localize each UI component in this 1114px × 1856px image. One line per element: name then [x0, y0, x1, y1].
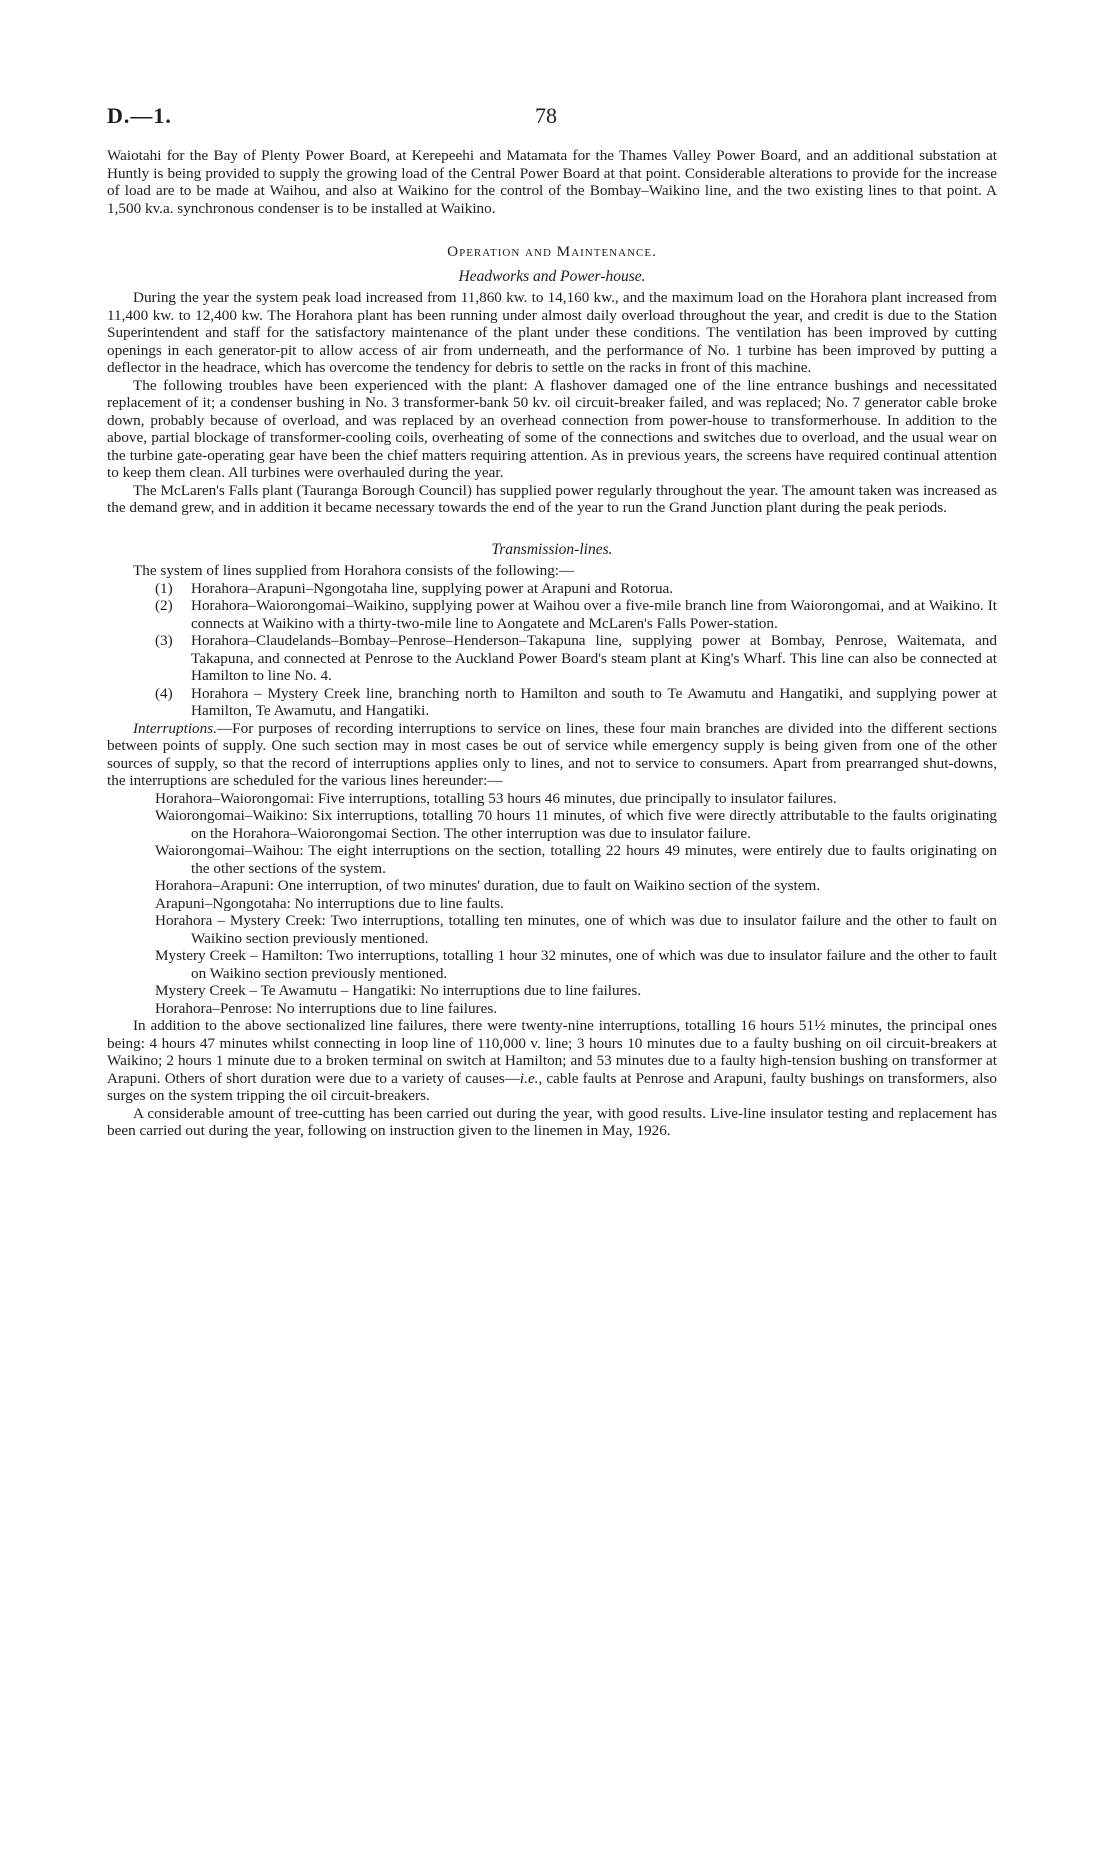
paragraph-interruptions — [107, 720, 997, 790]
line-list-item — [107, 632, 997, 685]
section-record: Horahora–Penrose: No interruptions due to line failures. — [155, 999, 498, 1017]
list-item-number: (4) — [155, 684, 173, 702]
document-reference: D.—1. — [107, 103, 172, 128]
line-list-item — [107, 580, 997, 598]
page-number: 78 — [535, 103, 557, 128]
list-item-number: (2) — [155, 597, 173, 614]
section-heading-operation: Operation and Maintenance. — [447, 243, 657, 260]
document-body — [107, 147, 997, 1140]
section-record: Horahora – Mystery Creek: Two interruptions, totalling ten minutes, one of which was due to insulator failure and the other to fault on Waikino section previously mentioned. — [155, 912, 997, 947]
section-record: Horahora–Waiorongomai: Five interruptions, totalling 53 hours 46 minutes, due principally to insulator failures. — [155, 789, 837, 807]
paragraph-peak-load: During the year the system peak load increased from 11,860 kw. to 14,160 kw., and the maximum load on the Horahora plant increased from 11,400 kw. to 12,400 kw. The Horahora plant has been running under almost daily overload throughout the year, and credit is due to the Station Superintendent and staff for the satisfactory maintenance of the plant under these conditions. The ventilation has been improved by cutting openings in each generator-pit to allow access of air from underneath, and the performance of No. 1 turbine has been improved by putting a deflector in the headrace, which has overcome the tendency for debris to settle on the racks in front of this machine. — [107, 289, 997, 376]
list-item-text: Horahora–Waiorongomai–Waikino, supplying power at Waihou over a five-mile branch line from Waiorongomai, and at Waikino. It connects at Waikino with a thirty-two-mile line to Aongatete and McLaren's Falls Power-station. — [191, 597, 997, 632]
paragraph-troubles: The following troubles have been experienced with the plant: A flashover damaged one of the line entrance bushings and necessitated replacement of it; a condenser bushing in No. 3 transformer-bank 50 kv. oil circuit-breaker failed, and was replaced; No. 7 generator cable broke down, probably because of overload, and was replaced by an overhead connection from power-house to transformerhouse. In addition to the above, partial blockage of transformer-cooling coils, overheating of some of the connections and switches due to overload, and the usual wear on the turbine gate-operating gear have been the chief matters requiring attention. As in previous years, the screens have required continual attention to keep them clean. All turbines were overhauled during the year. — [107, 376, 997, 481]
paragraph-tree-cutting: A considerable amount of tree-cutting has been carried out during the year, with good results. Live-line insulator testing and replacement has been carried out during the year, following on instruction given to the linemen in May, 1926. — [107, 1104, 997, 1139]
subheading-headworks: Headworks and Power-house. — [458, 267, 646, 285]
list-item-number: (1) — [155, 579, 173, 597]
additional-text-1: In addition to the above sectionalized line failures, there were twenty-nine interruptions, totalling 16 hours 51½ minutes, the principal ones being: 4 hours 47 minutes whilst connecting in loop line of 110,000 v. line; 3 hours 10 minutes due to a faulty bushing on oil circuit-breakers at Waikino; 2 hours 1 minute due to a broken terminal on switch at Hamilton; and 53 minutes due to a faulty high-tension bushing on transformer at Arapuni. Others of short duration were due to a variety of causes— — [107, 1017, 997, 1087]
paragraph-additional-interruptions — [107, 1017, 997, 1105]
interruptions-label: Interruptions. — [133, 719, 217, 737]
line-list-item — [107, 597, 997, 632]
section-record: Arapuni–Ngongotaha: No interruptions due to line faults. — [155, 894, 504, 912]
paragraph-lines-lead: The system of lines supplied from Horahora consists of the following:— — [133, 562, 575, 579]
section-record: Waiorongomai–Waihou: The eight interruptions on the section, totalling 22 hours 49 minutes, were entirely due to faults originating on the other sections of the system. — [155, 842, 997, 877]
line-list-item — [107, 685, 997, 720]
additional-text-2: , cable faults at Penrose and Arapuni, faulty bushings on transformers, also surges on the system tripping the oil circuit-breakers. — [107, 1069, 997, 1104]
list-item-number: (3) — [155, 632, 173, 649]
intro-paragraph: Waiotahi for the Bay of Plenty Power Board, at Kerepeehi and Matamata for the Thames Valley Power Board, and an additional substation at Huntly is being provided to supply the growing load of the Central Power Board at that point. Considerable alterations to provide for the increase of load are to be made at Waihou, and also at Waikino for the control of the Bombay–Waikino line, and the two existing lines to that point. A 1,500 kv.a. synchronous condenser is to be installed at Waikino. — [107, 147, 997, 217]
ie-abbreviation: i.e. — [519, 1069, 539, 1087]
section-record: Horahora–Arapuni: One interruption, of two minutes' duration, due to fault on Waikino section of the system. — [155, 877, 821, 894]
interruptions-text: —For purposes of recording interruptions to service on lines, these four main branches are divided into the different sections between points of supply. One such section may in most cases be out of service while emergency supply is being given from one of the other sources of supply, so that the record of interruptions applies only to lines, and not to service to consumers. Apart from prearranged shut-downs, the interruptions are scheduled for the various lines hereunder:— — [107, 719, 997, 789]
paragraph-mclarens-falls: The McLaren's Falls plant (Tauranga Borough Council) has supplied power regularly throughout the year. The amount taken was increased as the demand grew, and in addition it became necessary towards the end of the year to run the Grand Junction plant during the peak periods. — [107, 481, 997, 516]
list-item-text: Horahora–Claudelands–Bombay–Penrose–Henderson–Takapuna line, supplying power at Bombay, Penrose, Waitemata, and Takapuna, and connected at Penrose to the Auckland Power Board's steam plant at King's Wharf. This line can also be connected at Hamilton to line No. 4. — [191, 632, 997, 684]
list-item-text: Horahora–Arapuni–Ngongotaha line, supplying power at Arapuni and Rotorua. — [191, 579, 674, 597]
section-record: Waiorongomai–Waikino: Six interruptions, totalling 70 hours 11 minutes, of which five were directly attributable to the faults originating on the Horahora–Waiorongomai Section. The other interruption was due to insulator failure. — [155, 807, 997, 842]
section-record: Mystery Creek – Te Awamutu – Hangatiki: No interruptions due to line failures. — [155, 982, 642, 999]
section-record: Mystery Creek – Hamilton: Two interruptions, totalling 1 hour 32 minutes, one of which was due to insulator failure and the other to fault on Waikino section previously mentioned. — [155, 947, 997, 982]
subheading-transmission: Transmission-lines. — [491, 540, 613, 558]
list-item-text: Horahora – Mystery Creek line, branching north to Hamilton and south to Te Awamutu and Hangatiki, and supplying power at Hamilton, Te Awamutu, and Hangatiki. — [191, 684, 997, 719]
